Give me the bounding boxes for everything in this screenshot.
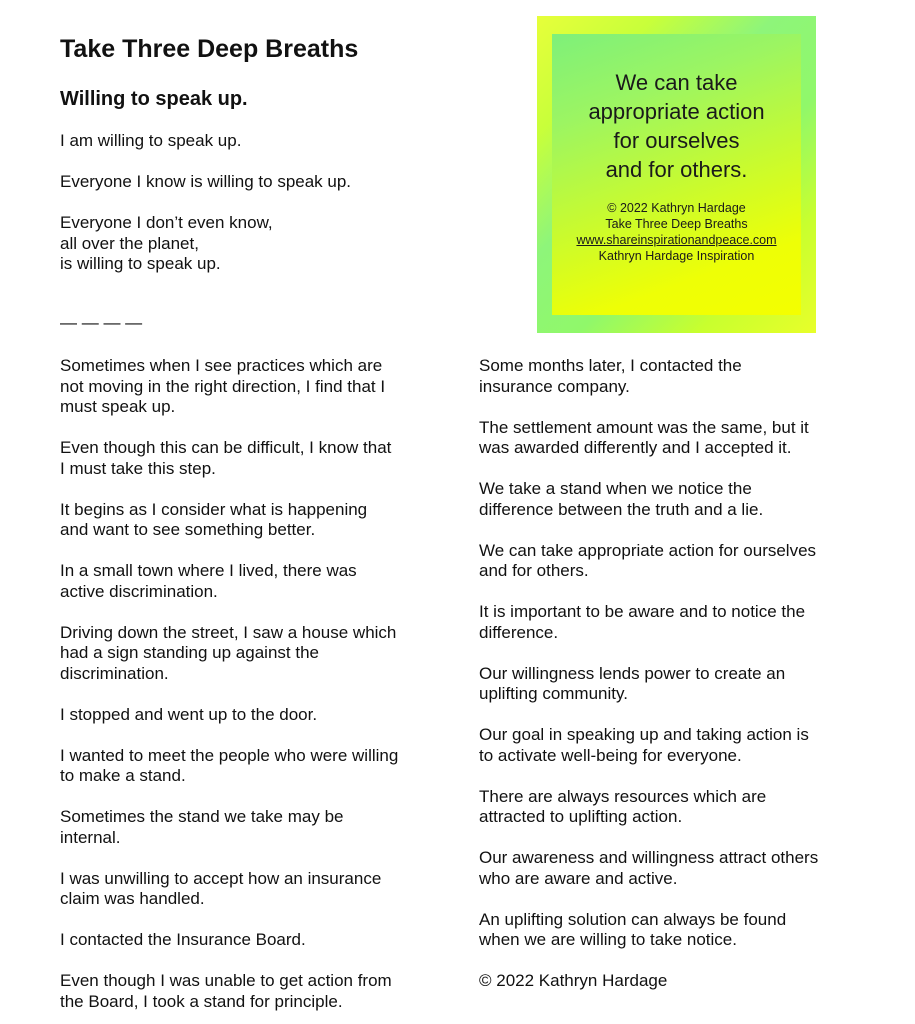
body-paragraph: Our willingness lends power to create an uplifting community.	[479, 663, 786, 703]
body-paragraph: It is important to be aware and to notice the difference.	[479, 602, 806, 642]
body-paragraph: I wanted to meet the people who were willing to make a stand.	[60, 745, 399, 785]
copyright-notice: © 2022 Kathryn Hardage	[479, 971, 668, 990]
quote-card-quote: We can take appropriate action for ourselves and for others.	[588, 70, 765, 182]
body-paragraph: Driving down the street, I saw a house which had a sign standing up against the discrimination.	[60, 622, 397, 683]
quote-card-brand: Kathryn Hardage Inspiration	[598, 249, 755, 263]
body-paragraph: An uplifting solution can always be found when we are willing to take notice.	[479, 909, 787, 949]
page-title: Take Three Deep Breaths	[60, 35, 359, 63]
body-paragraph: I stopped and went up to the door.	[60, 704, 318, 724]
page-subtitle: Willing to speak up.	[60, 88, 248, 110]
right-column	[479, 356, 871, 1012]
body-paragraph: Even though this can be difficult, I know that I must take this step.	[60, 438, 392, 478]
quote-card	[537, 16, 816, 333]
body-paragraph: Some months later, I contacted the insurance company.	[479, 356, 742, 396]
body-paragraph: I contacted the Insurance Board.	[60, 930, 306, 949]
quote-card-copyright: © 2022 Kathryn Hardage	[607, 201, 746, 215]
quote-card-website-link[interactable]: www.shareinspirationandpeace.com	[576, 233, 777, 247]
intro-paragraph: I am willing to speak up.	[60, 131, 242, 150]
body-paragraph: There are always resources which are attracted to uplifting action.	[479, 786, 767, 826]
body-paragraph: The settlement amount was the same, but it was awarded differently and I accepted it.	[479, 417, 809, 457]
intro-paragraph: Everyone I don’t even know, all over the planet, is willing to speak up.	[60, 213, 273, 273]
body-paragraph: In a small town where I lived, there was active discrimination.	[60, 561, 357, 601]
body-paragraph: It begins as I consider what is happening and want to see something better.	[60, 499, 368, 539]
body-paragraph: I was unwilling to accept how an insurance claim was handled.	[60, 868, 382, 908]
body-paragraph: Sometimes the stand we take may be internal.	[60, 807, 344, 847]
body-paragraph: We take a stand when we notice the difference between the truth and a lie.	[479, 479, 764, 519]
quote-card-title: Take Three Deep Breaths	[605, 217, 748, 231]
body-paragraph: We can take appropriate action for ourselves and for others.	[479, 540, 817, 580]
body-paragraph: Our goal in speaking up and taking action is to activate well-being for everyone.	[479, 725, 809, 765]
left-column	[60, 356, 452, 1024]
quote-card-credits	[552, 200, 801, 264]
intro-affirmations	[60, 131, 480, 295]
quote-card-inner	[552, 34, 801, 315]
section-divider: — — — —	[60, 313, 143, 332]
body-paragraph: Even though I was unable to get action from the Board, I took a stand for principle.	[60, 971, 392, 1011]
body-paragraph: Our awareness and willingness attract others who are aware and active.	[479, 848, 819, 888]
body-paragraph: Sometimes when I see practices which are not moving in the right direction, I find that I must speak up.	[60, 356, 386, 416]
intro-paragraph: Everyone I know is willing to speak up.	[60, 172, 352, 191]
